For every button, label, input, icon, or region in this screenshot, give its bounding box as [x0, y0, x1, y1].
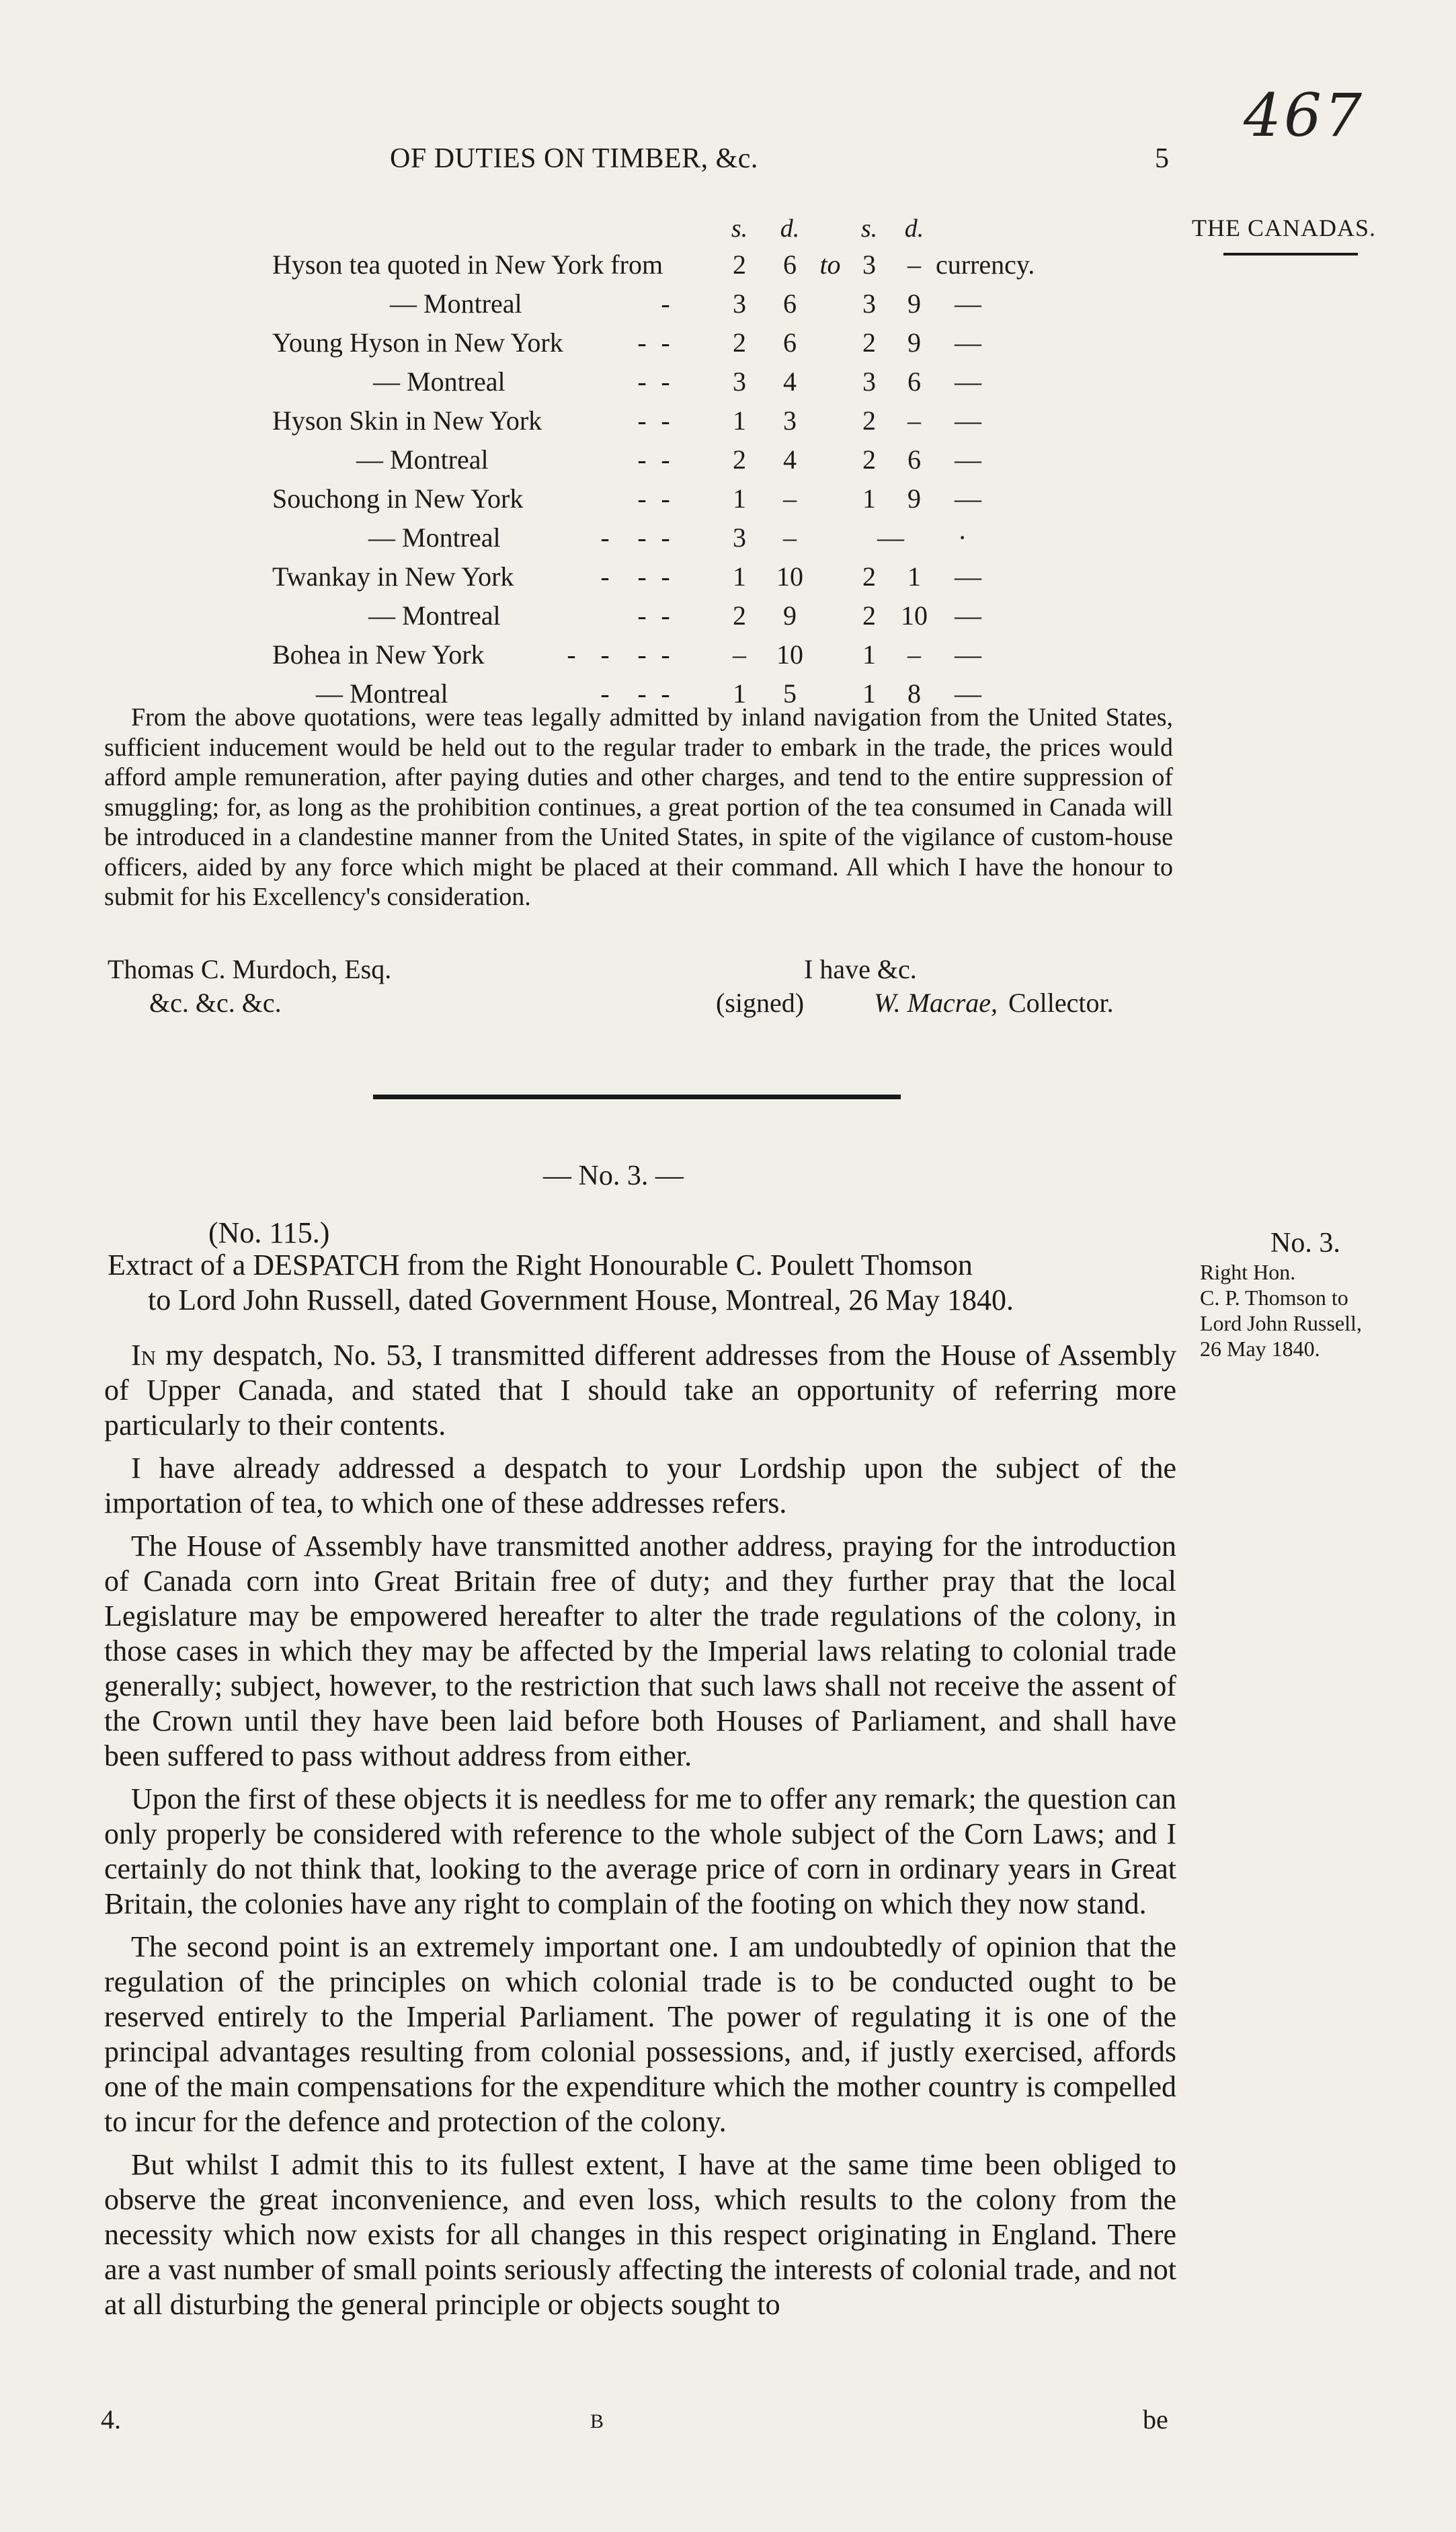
price-from-d: – — [783, 522, 797, 553]
to-word: to — [819, 249, 841, 280]
table-row: — Montreal - - 3 4 3 6 — — [0, 362, 1143, 401]
ditto-mark: — — [955, 288, 981, 319]
page-number: 5 — [1155, 143, 1169, 174]
footer-left-number: 4. — [101, 2404, 121, 2435]
margin-note-line: Right Hon. — [1200, 1260, 1296, 1284]
price-from-d: 6 — [783, 327, 797, 358]
table-row: — Montreal - - 2 4 2 6 — — [0, 440, 1143, 479]
price-from-d: 6 — [783, 288, 797, 319]
handwritten-folio-number: 467 — [1244, 81, 1365, 150]
price-to-d: – — [907, 639, 921, 670]
ditto-mark: · — [958, 522, 967, 553]
price-from-d: 10 — [776, 561, 803, 592]
tea-item: — Montreal — [390, 288, 522, 319]
price-from-d: 6 — [783, 249, 797, 280]
price-to-s: 2 — [862, 405, 876, 436]
margin-note-line: Lord John Russell, — [1200, 1311, 1362, 1335]
table-row: Hyson Skin in New York - - 1 3 2 – — — [0, 401, 1143, 440]
tea-item: — Montreal — [368, 522, 501, 553]
price-from-d: 4 — [783, 366, 797, 397]
price-to-s: 2 — [862, 600, 876, 631]
margin-note-line: C. P. Thomson to — [1200, 1285, 1348, 1310]
ditto-mark: — — [955, 561, 981, 592]
price-from-d: 4 — [783, 444, 797, 475]
price-to-d: 1 — [907, 561, 921, 592]
ditto-mark: — — [955, 600, 981, 631]
col-header-shillings: s. — [731, 214, 748, 243]
price-from-s: 2 — [733, 327, 746, 358]
table-row — [0, 245, 1143, 284]
price-to-d: 9 — [907, 288, 921, 319]
price-to-s: 1 — [862, 678, 876, 709]
price-from-s: 2 — [733, 600, 746, 631]
table-row: — Montreal - 3 6 3 9 — — [0, 284, 1143, 323]
price-from-s: 3 — [733, 522, 746, 553]
price-from-d: 10 — [776, 639, 803, 670]
ditto-mark: — — [955, 405, 981, 436]
side-heading-rule — [1223, 253, 1358, 255]
table-row: Bohea in New York - - - - – 10 1 – — — [0, 635, 1143, 674]
price-from-s: 1 — [733, 561, 746, 592]
table-row: — Montreal - - 2 9 2 10 — — [0, 596, 1143, 635]
price-from-s: 2 — [733, 249, 746, 280]
price-to-s: 1 — [862, 483, 876, 514]
tea-item: — Montreal — [356, 444, 489, 475]
despatch-number: (No. 115.) — [208, 1216, 330, 1249]
currency-note: currency. — [936, 249, 1035, 280]
margin-note — [1200, 1227, 1422, 1361]
tea-item: Young Hyson in New York — [272, 327, 563, 358]
letter-closing: I have &c. — [804, 954, 917, 984]
body-paragraph: Upon the first of these objects it is needless for me to offer any remark; the question can only properly be considered with reference to the whole subject of the Corn Laws; and I certainly do not think that, looking to the average price of corn in ordinary years in Great Britain, the colonies have any right to complain of the footing on which they now stand. — [104, 1782, 1176, 1920]
margin-note-line: 26 May 1840. — [1200, 1337, 1320, 1361]
price-to-s: 3 — [862, 249, 876, 280]
ditto-mark: — — [955, 483, 981, 514]
tea-item: — Montreal — [316, 678, 448, 709]
running-title: OF DUTIES ON TIMBER, &c. — [390, 143, 758, 174]
table-row: — Montreal - - - 3 – — · — [0, 518, 1143, 557]
tea-item: Twankay in New York — [272, 561, 514, 592]
signer-name: W. Macrae, — [874, 988, 998, 1018]
side-heading: THE CANADAS. — [1192, 214, 1377, 241]
body-paragraph: But whilst I admit this to its fullest extent, I have at the same time been obliged to observe the great inconvenience, and even loss, which results to the colony from the necessity which now exists for all changes in this respect originating in England. There are a vast number of small points seriously affecting the interests of colonial trade, and not at all disturbing the general principle or objects sought to — [104, 2148, 1176, 2321]
price-from-s: 3 — [733, 366, 746, 397]
tea-item: Souchong in New York — [272, 483, 524, 514]
price-to-d: 6 — [907, 366, 921, 397]
body-paragraph: The House of Assembly have transmitted another address, praying for the introduction of Canada corn into Great Britain free of duty; and they further pray that the local Legislature may be empowered hereafter to alter the trade regulations of the colony, in those cases in which they may be affected by the Imperial laws relating to colonial trade generally; subject, however, to the restriction that such laws shall not receive the assent of the Crown until they have been laid before both Houses of Parliament, and shall have been suffered to pass without address from either. — [104, 1530, 1176, 1772]
price-from-s: 1 — [733, 483, 746, 514]
price-from-d: – — [783, 483, 797, 514]
catchword: be — [1143, 2404, 1168, 2435]
margin-note-number: No. 3. — [1270, 1228, 1340, 1259]
col-header-shillings: s. — [860, 214, 878, 243]
tea-item: — Montreal — [368, 600, 501, 631]
table-row: Souchong in New York - - 1 – 1 9 — — [0, 479, 1143, 518]
price-to-d: – — [907, 249, 921, 280]
price-to-s: 2 — [862, 444, 876, 475]
letter-body — [104, 703, 1173, 912]
price-to-s: 1 — [862, 639, 876, 670]
price-from-s: 1 — [733, 405, 746, 436]
ditto-mark: — — [955, 444, 981, 475]
price-to-d: – — [907, 405, 921, 436]
table-row: Twankay in New York - - - 1 10 2 1 — — [0, 557, 1143, 596]
price-from-d: 5 — [783, 678, 797, 709]
col-header-pence: d. — [780, 214, 800, 243]
tea-item: — Montreal — [373, 366, 505, 397]
price-from-s: 3 — [733, 288, 746, 319]
price-to-d: 6 — [907, 444, 921, 475]
quotation-paragraph: From the above quotations, were teas legally admitted by inland navigation from the United States, sufficient inducement would be held out to the regular trader to embark in the trade, the prices would afford ample remuneration, after paying duties and other charges, and tend to the entire suppression of smuggling; for, as long as the prohibition continues, a great portion of the tea consumed in Canada will be introduced in a clandestine manner from the United States, in spite of the vigilance of custom-house officers, aided by any force which might be placed at their command. All which I have the honour to submit for his Excellency's consideration. — [104, 703, 1173, 911]
paragraph-lead-word: In — [131, 1339, 157, 1372]
price-to-d: 9 — [907, 327, 921, 358]
signed-label: (signed) — [716, 988, 805, 1018]
col-header-pence: d. — [904, 214, 924, 243]
price-from-d: 3 — [783, 405, 797, 436]
price-to-s: 3 — [862, 366, 876, 397]
table-row: — Montreal - - - 1 5 1 8 — — [0, 674, 1143, 713]
price-to-s: 2 — [862, 561, 876, 592]
extract-title-line1: Extract of a DESPATCH from the Right Honourable C. Poulett Thomson — [108, 1249, 973, 1281]
price-from-d: 9 — [783, 600, 797, 631]
extract-title-line2: to Lord John Russell, dated Government House, Montreal, 26 May 1840. — [148, 1283, 1014, 1316]
addressee-etc: &c. &c. &c. — [149, 988, 282, 1018]
tea-price-table — [0, 245, 1176, 716]
price-from-s: 1 — [733, 678, 746, 709]
ditto-mark: — — [955, 327, 981, 358]
body-paragraph: In my despatch, No. 53, I transmitted different addresses from the House of Assembly of Upper Canada, and stated that I should take an opportunity of referring more particularly to their contents. — [104, 1339, 1176, 1441]
ditto-mark: — — [955, 678, 981, 709]
section-divider — [373, 1095, 901, 1099]
despatch-body — [104, 1338, 1176, 2330]
body-paragraph: The second point is an extremely important one. I am undoubtedly of opinion that the regulation of the principles on which colonial trade is to be conducted ought to be reserved entirely to the Imperial Parliament. The power of regulating it is one of the principal advantages resulting from colonial possessions, and, if justly exercised, affords one of the main compensations for the expenditure which the mother country is compelled to incur for the defence and protection of the colony. — [104, 1930, 1176, 2138]
signature-mark: B — [590, 2410, 604, 2432]
tea-item: Hyson tea quoted in New York from — [272, 249, 663, 280]
addressee-name: Thomas C. Murdoch, Esq. — [108, 954, 392, 984]
price-to-d: 8 — [907, 678, 921, 709]
table-row: Young Hyson in New York - - 2 6 2 9 — — [0, 323, 1143, 362]
price-to-d: 10 — [901, 600, 928, 631]
tea-item: Bohea in New York — [272, 639, 485, 670]
signer-title: Collector. — [1008, 988, 1114, 1018]
ditto-mark: — — [955, 366, 981, 397]
tea-item: Hyson Skin in New York — [272, 405, 542, 436]
price-to-s: 3 — [862, 288, 876, 319]
price-to-s: — — [877, 522, 904, 553]
body-paragraph: I have already addressed a despatch to your Lordship upon the subject of the importation of tea, to which one of these addresses refers. — [104, 1452, 1176, 1519]
section-number-heading: — No. 3. — — [543, 1160, 684, 1191]
ditto-mark: — — [955, 639, 981, 670]
price-to-d: 9 — [907, 483, 921, 514]
price-to-s: 2 — [862, 327, 876, 358]
price-from-s: 2 — [733, 444, 746, 475]
price-from-s: – — [733, 639, 746, 670]
